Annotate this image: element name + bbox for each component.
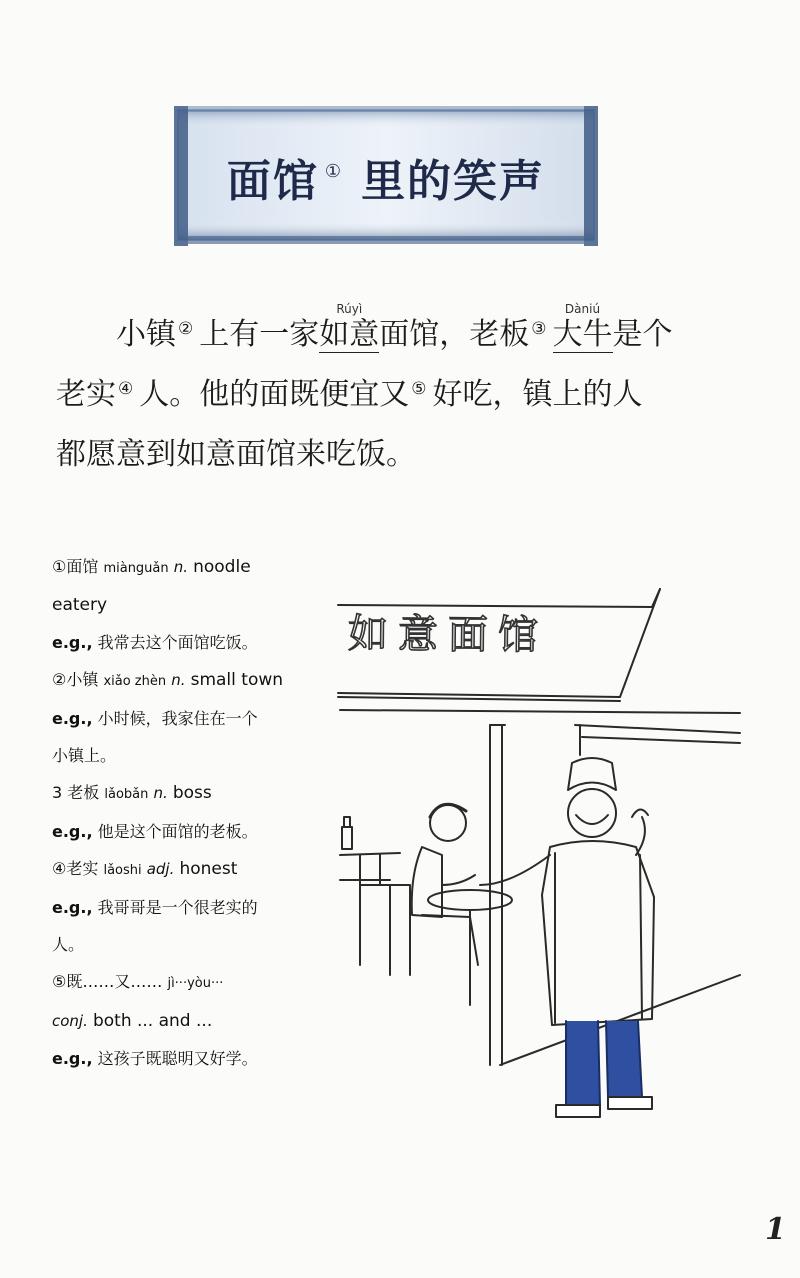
passage-line-3 bbox=[56, 425, 756, 485]
page-title bbox=[172, 106, 600, 248]
passage-text: 好吃，镇上的人 bbox=[432, 377, 643, 412]
noodle-shop-illustration bbox=[330, 585, 750, 1130]
note-word: 小镇 bbox=[66, 670, 99, 689]
ruby-ruyi bbox=[319, 302, 380, 365]
underlined-name: 大牛 bbox=[552, 317, 613, 352]
note-4-heading bbox=[52, 850, 302, 889]
ruby-daniu bbox=[552, 302, 613, 365]
shop-sign: 如意面馆 bbox=[347, 611, 549, 659]
note-pos: conj. bbox=[52, 1012, 88, 1030]
note-number: 3 bbox=[52, 783, 63, 802]
passage-line-1 bbox=[56, 302, 756, 365]
note-pinyin: jì···yòu··· bbox=[167, 976, 224, 991]
pinyin-annotation: Rúyì bbox=[336, 302, 363, 316]
note-2-example-cont: 小镇上。 bbox=[52, 746, 117, 765]
note-1-meaning-cont: eatery bbox=[52, 595, 108, 615]
vocabulary-notes bbox=[52, 548, 302, 1077]
note-word: 老实 bbox=[66, 859, 99, 878]
eg-label: e.g., bbox=[52, 709, 93, 728]
passage-text: 小镇 bbox=[116, 317, 176, 352]
note-example: 我哥哥是一个很老实的 bbox=[97, 898, 258, 917]
note-3-example bbox=[52, 813, 302, 850]
note-pos: n. bbox=[153, 784, 168, 802]
note-5-meaning bbox=[52, 1002, 302, 1040]
note-number: ① bbox=[52, 557, 67, 576]
note-1-example bbox=[52, 624, 302, 661]
note-word: 既……又…… bbox=[66, 972, 163, 991]
note-number: ② bbox=[52, 670, 67, 689]
passage-text: 都愿意到如意面馆来吃饭。 bbox=[56, 437, 416, 472]
note-meaning: small town bbox=[190, 670, 284, 690]
note-pos: adj. bbox=[146, 860, 175, 878]
note-meaning: boss bbox=[172, 783, 212, 803]
note-meaning: noodle bbox=[193, 557, 251, 577]
note-word: 面馆 bbox=[66, 557, 99, 576]
footnote-mark: ④ bbox=[118, 379, 134, 399]
passage-text: 面馆，老板 bbox=[379, 317, 530, 352]
note-example: 小时候，我家住在一个 bbox=[97, 709, 258, 728]
note-example: 他是这个面馆的老板。 bbox=[97, 822, 258, 841]
note-number: ⑤ bbox=[52, 972, 67, 991]
passage-line-2 bbox=[56, 365, 756, 425]
title-part1: 面馆 bbox=[226, 156, 319, 207]
title-part2: 里的笑声 bbox=[361, 156, 546, 207]
eg-label: e.g., bbox=[52, 1049, 93, 1068]
story-passage bbox=[56, 302, 756, 485]
eg-label: e.g., bbox=[52, 898, 93, 917]
footnote-mark: ③ bbox=[531, 319, 547, 339]
passage-text: 是个 bbox=[612, 317, 673, 352]
footnote-mark: ② bbox=[178, 319, 194, 339]
note-4-example-cont: 人。 bbox=[52, 935, 85, 954]
note-example: 我常去这个面馆吃饭。 bbox=[97, 633, 258, 652]
title-banner bbox=[172, 106, 600, 248]
note-pos: n. bbox=[173, 558, 189, 576]
note-pinyin: miànguǎn bbox=[103, 561, 169, 576]
note-word: 老板 bbox=[67, 783, 100, 802]
note-5-heading bbox=[52, 963, 302, 1002]
note-2-heading bbox=[52, 661, 302, 700]
note-3-heading bbox=[52, 774, 302, 813]
passage-text: 老实 bbox=[56, 377, 116, 412]
note-5-example bbox=[52, 1040, 302, 1077]
note-pinyin: lǎobǎn bbox=[104, 787, 149, 802]
note-4-example bbox=[52, 889, 302, 926]
note-pinyin: xiǎo zhèn bbox=[103, 674, 167, 689]
passage-text: 人。他的面既便宜又 bbox=[139, 377, 410, 412]
page-number: 1 bbox=[765, 1212, 786, 1247]
note-meaning: honest bbox=[179, 859, 238, 879]
underlined-name: 如意 bbox=[319, 317, 380, 352]
note-meaning: both ... and ... bbox=[92, 1011, 213, 1031]
note-number: ④ bbox=[52, 859, 67, 878]
title-footnote-mark: ① bbox=[324, 160, 344, 182]
eg-label: e.g., bbox=[52, 822, 93, 841]
footnote-mark: ⑤ bbox=[411, 379, 427, 399]
pinyin-annotation: Dàniú bbox=[564, 302, 601, 316]
eg-label: e.g., bbox=[52, 633, 93, 652]
note-pos: n. bbox=[171, 671, 186, 689]
note-pinyin: lǎoshi bbox=[103, 863, 142, 878]
note-1-heading bbox=[52, 548, 302, 587]
note-example: 这孩子既聪明又好学。 bbox=[97, 1049, 258, 1068]
passage-text: 上有一家 bbox=[199, 317, 320, 352]
note-2-example bbox=[52, 700, 302, 737]
